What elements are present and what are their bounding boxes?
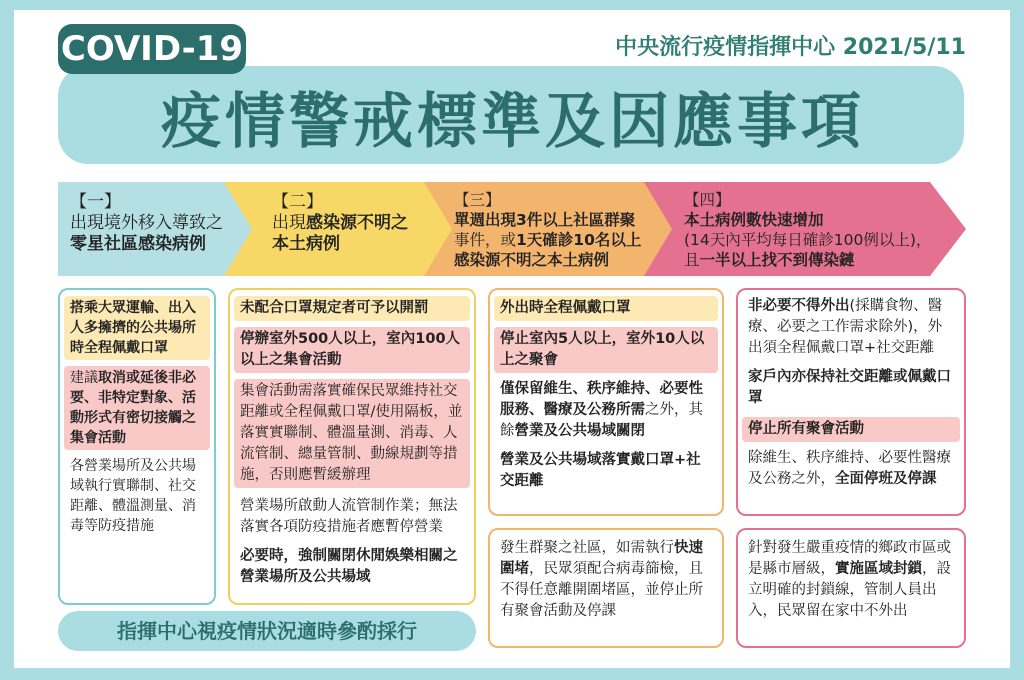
venue-prevention-measures: 各營業場所及公共場域執行實聯制、社交距離、體溫測量、消毒等防疫措施 [70,458,196,534]
level-3-measures [488,288,724,516]
footer-note: 指揮中心視疫情狀況適時參酌採行 [58,611,476,651]
level-4-lockdown [736,528,966,648]
stop-small-gatherings: 停止室內5人以上，室外10人以上之聚會 [494,327,718,373]
regional-lockdown: 針對發生嚴重疫情的鄉政市區或是縣市層級，實施區域封鎖，設立明確的封鎖線，管制人員出入，民眾留在家中不外出 [748,540,951,619]
level-4-measures [736,288,966,516]
level-1-line1: 出現境外移入導致之 [70,213,223,233]
level-1-line2: 零星社區感染病例 [70,234,206,254]
level-2-line1b: 感染源不明之 [306,213,408,233]
forced-closure: 必要時，強制關閉休閒娛樂相關之營業場所及公共場域 [240,548,458,585]
level-2-line1a: 出現 [272,213,306,233]
mask-outdoors: 外出時全程佩戴口罩 [494,296,718,321]
mask-on-transit: 搭乘大眾運輸、出入人多擁擠的公共場所時全程佩戴口罩 [64,296,210,360]
rapid-containment: 發生群聚之社區，如需執行快速圍堵，民眾須配合病毒篩檢，且不得任意離開圍堵區，並停止所有聚會活動及停課 [500,540,703,619]
level-4-line1: 本土病例數快速增加 [684,211,824,229]
level-1-measures [58,288,216,605]
page-title: 疫情警戒標準及因應事項 [161,87,865,157]
level-4-line2: (14天內平均每日確診100例以上)， [684,231,932,249]
level-2-num: 【二】 [272,192,323,212]
level-4-line3a: 且 [684,251,700,269]
level-2 [224,182,444,276]
level-4-line3b: 一半以上找不到傳染鏈 [699,251,855,269]
level-3-line2a: 事件，或 [454,231,517,249]
essential-services-only: 僅保留維生、秩序維持、必要性服務、醫療及公務所需之外，其餘營業及公共場域關閉 [500,381,703,439]
venue-crowd-control: 營業場所啟動人流管制作業；無法落實各項防疫措施者應暫停營業 [240,498,458,535]
mask-and-distance: 營業及公共場域落實戴口罩+社交距離 [500,452,701,489]
stop-all-gatherings: 停止所有聚會活動 [742,417,960,442]
mask-fine-rule: 未配合口罩規定者可予以開罰 [234,296,470,321]
suspend-large-gatherings: 停辦室外500人以上，室內100人以上之集會活動 [234,327,470,373]
level-3-line1: 單週出現3件以上社區群聚 [454,211,636,229]
level-3 [424,182,664,276]
level-2-measures [228,288,476,605]
level-2-line2: 本土病例 [272,234,340,254]
gathering-requirements: 集會活動需落實確保民眾維持社交距離或全程佩戴口罩/使用隔板，並落實實聯制、體溫量測、消毒、人流管制、總量管制、動線規劃等措施，否則應暫緩辦理 [234,379,470,488]
level-4 [644,182,934,276]
full-shutdown: 除維生、秩序維持、必要性醫療及公務之外，全面停班及停課 [748,450,951,487]
level-3-line3: 感染源不明之本土病例 [454,251,610,269]
level-3-num: 【三】 [454,191,501,209]
agency-date: 中央流行疫情指揮中心 2021/5/11 [615,35,966,60]
covid-badge: COVID-19 [58,24,246,74]
level-3-line2b: 1天確診10名以上 [516,231,642,249]
household-distancing: 家戶內亦保持社交距離或佩戴口罩 [748,369,951,406]
level-3-containment [488,528,724,648]
level-1-num: 【一】 [70,192,121,212]
level-4-num: 【四】 [684,191,731,209]
stay-home-rule: 非必要不得外出(採購食物、醫療、必要之工作需求除外)，外出須全程佩戴口罩+社交距離 [748,298,943,356]
cancel-gatherings-advice: 建議取消或延後非必要、非特定對象、活動形式有密切接觸之集會活動 [64,366,210,450]
